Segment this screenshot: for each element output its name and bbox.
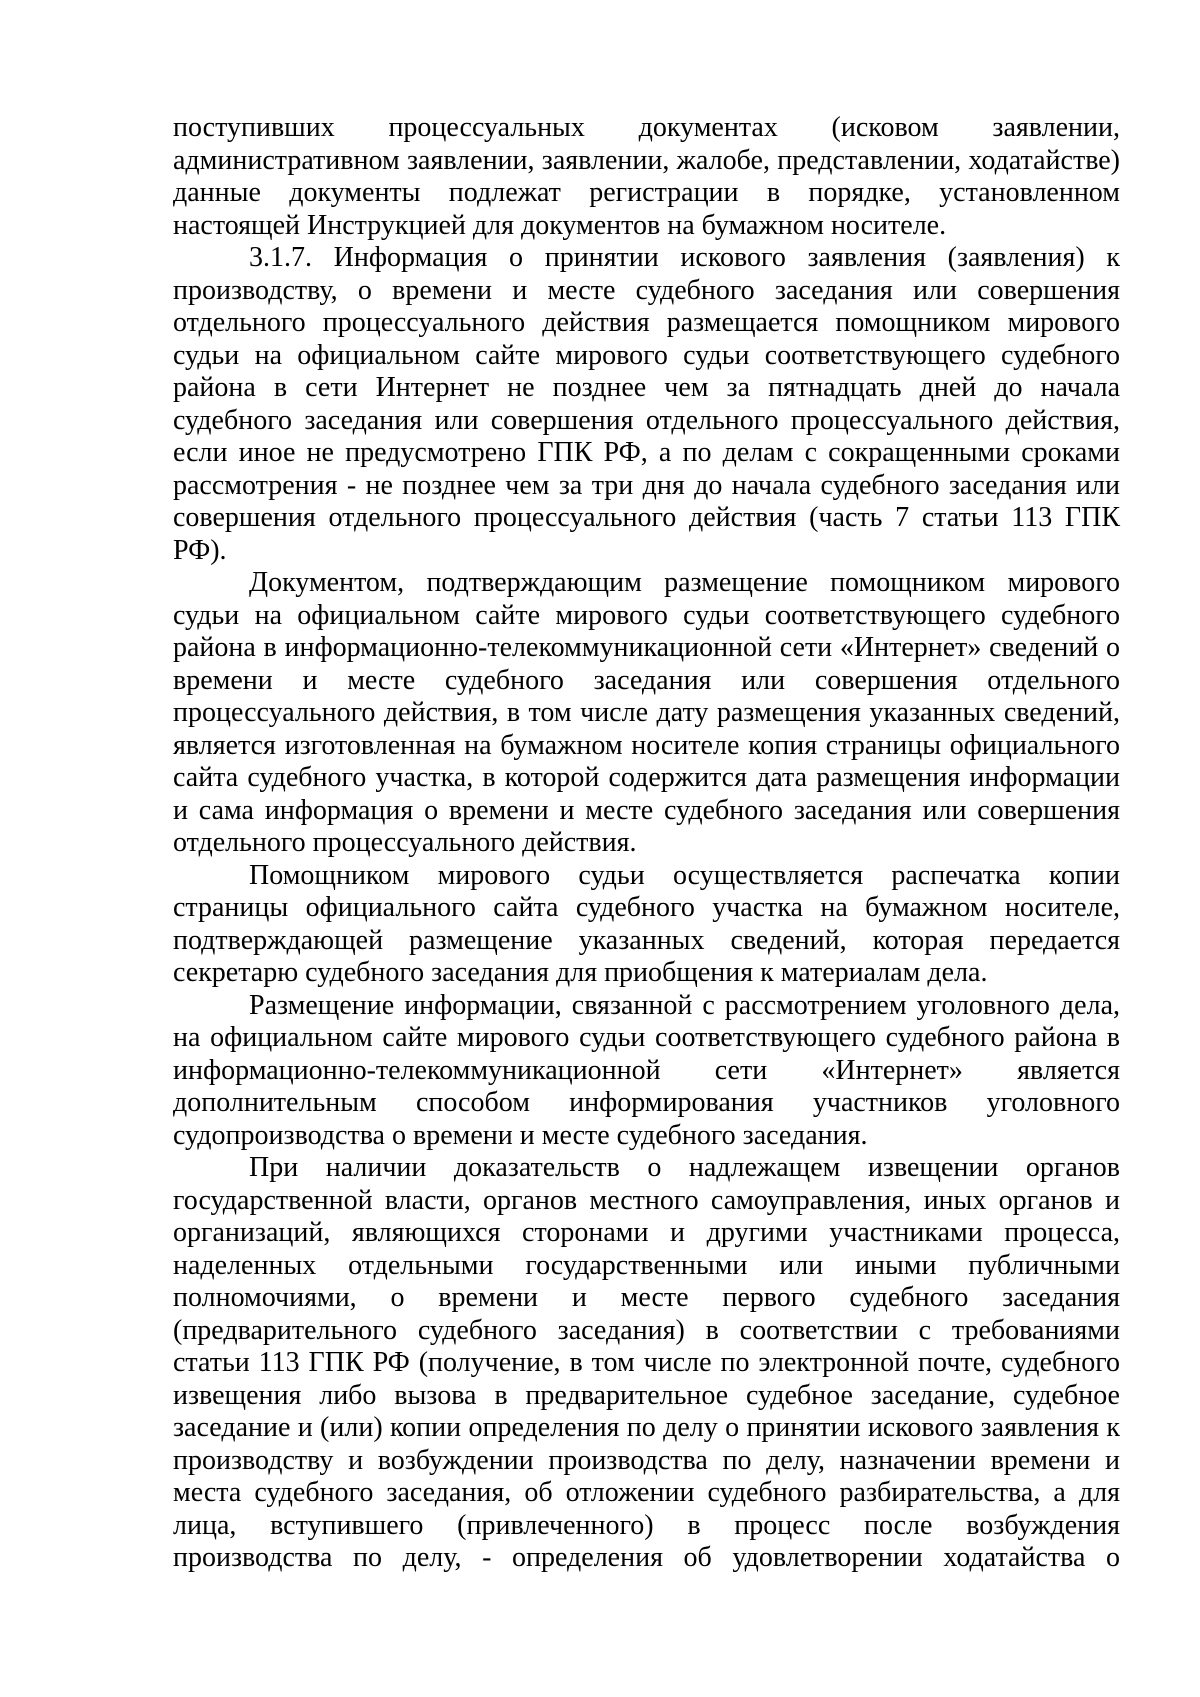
paragraph-continuation: поступивших процессуальных документах (исковом заявлении, административном заявлении, заявлении, жалобе, представлении, ходатайстве) данные документы подлежат регистрации в порядке, установленном настоящей Инструкцией для документов на бумажном носителе.	[173, 112, 1120, 241]
paragraph-confirmation-document: Документом, подтверждающим размещение помощником мирового судьи на официальном сайте мирового судьи соответствующего судебного района в информационно-телекоммуникационной сети «Интернет» сведений о времени и месте судебного заседания или совершения отдельного процессуального действия, в том числе дату размещения указанных сведений, является изготовленная на бумажном носителе копия страницы официального сайта судебного участка, в которой содержится дата размещения информации и сама информация о времени и месте судебного заседания или совершения отдельного процессуального действия.	[173, 567, 1120, 858]
paragraph-printout: Помощником мирового судьи осуществляется распечатка копии страницы официального сайта судебного участка на бумажном носителе, подтверждающей размещение указанных сведений, которая передается секретарю судебного заседания для приобщения к материалам дела.	[173, 859, 1120, 988]
document-page	[173, 112, 1120, 1575]
paragraph-3-1-7: 3.1.7. Информация о принятии искового заявления (заявления) к производству, о времени и месте судебного заседания или совершения отдельного процессуального действия размещается помощником мирового судьи на официальном сайте мирового судьи соответствующего судебного района в сети Интернет не позднее чем за пятнадцать дней до начала судебного заседания или совершения отдельного процессуального действия, если иное не предусмотрено ГПК РФ, а по делам с сокращенными сроками рассмотрения - не позднее чем за три дня до начала судебного заседания или совершения отдельного процессуального действия (часть 7 статьи 113 ГПК РФ).	[173, 242, 1120, 566]
paragraph-proper-notification: При наличии доказательств о надлежащем извещении органов государственной власти, органов местного самоуправления, иных органов и организаций, являющихся сторонами и другими участниками процесса, наделенных отдельными государственными или иными публичными полномочиями, о времени и месте первого судебного заседания (предварительного судебного заседания) в соответствии с требованиями статьи 113 ГПК РФ (получение, в том числе по электронной почте, судебного извещения либо вызова в предварительное судебное заседание, судебное заседание и (или) копии определения по делу о принятии искового заявления к производству и возбуждении производства по делу, назначении времени и места судебного заседания, об отложении судебного разбирательства, а для лица, вступившего (привлеченного) в процесс после возбуждения производства по делу, - определения об удовлетворении ходатайства о	[173, 1152, 1120, 1573]
paragraph-criminal-case-info: Размещение информации, связанной с рассмотрением уголовного дела, на официальном сайте мирового судьи соответствующего судебного района в информационно-телекоммуникационной сети «Интернет» является дополнительным способом информирования участников уголовного судопроизводства о времени и месте судебного заседания.	[173, 989, 1120, 1151]
